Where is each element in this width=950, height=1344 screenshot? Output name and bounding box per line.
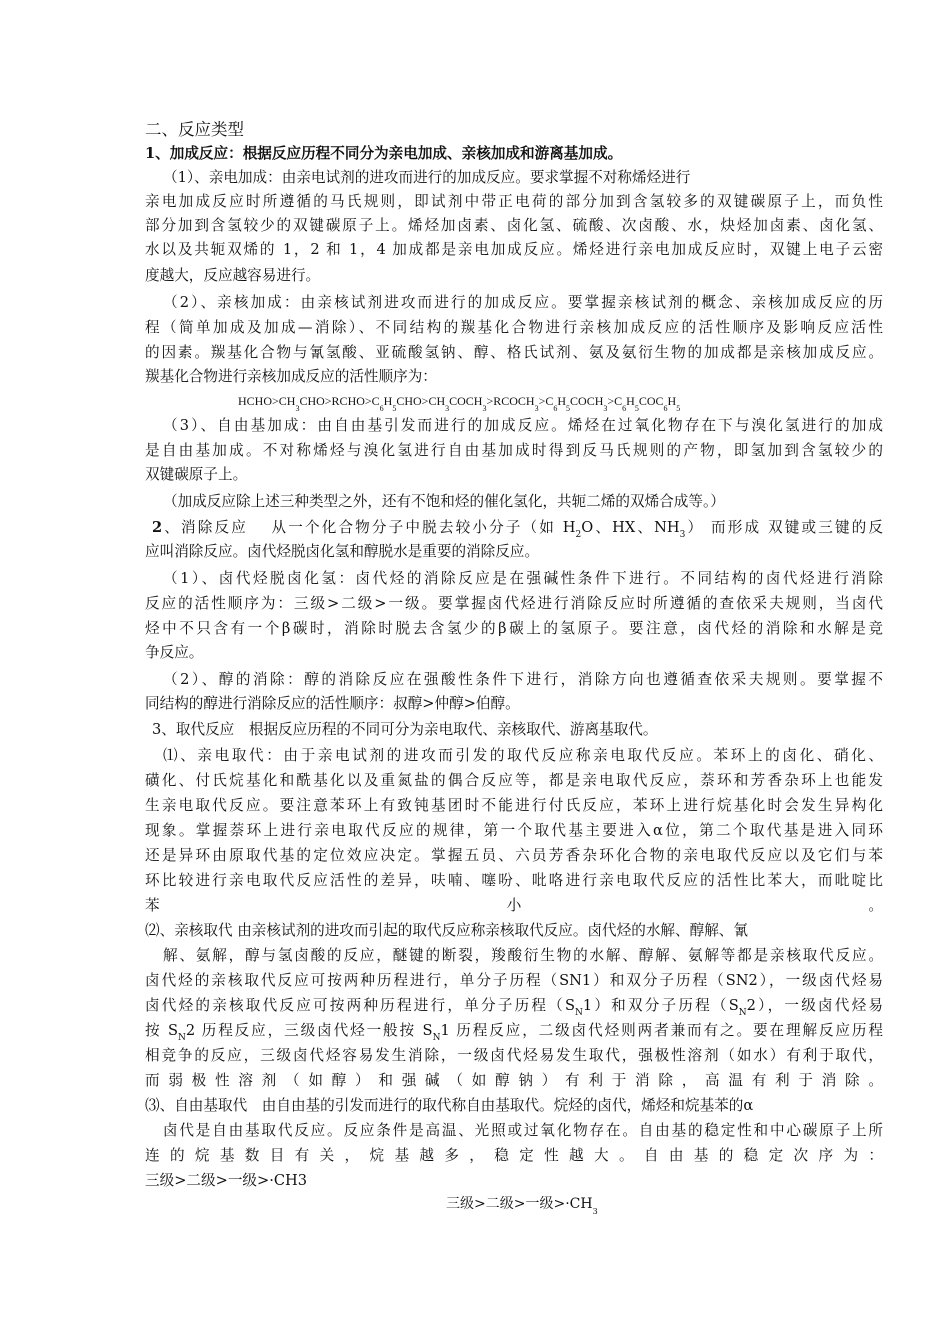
text-line: 度越大，反应越容易进行。	[145, 267, 321, 284]
text-line: 双键碳原子上。	[145, 466, 248, 483]
para-nucleophilic-substitution: 解、氨解，醇与氢卤酸的反应，醚键的断裂，羧酸衍生物的水解、醇解、氨解等都是亲核取代反应。	[163, 947, 883, 964]
text-line: 羰基化合物进行亲核加成反应的活性顺序为：	[145, 368, 437, 385]
text-line: 生亲电取代反应。要注意苯环上有致钝基团时不能进行付氏反应，苯环上进行烷基化时会发生异构化	[145, 797, 883, 814]
text-line: 部分加到含氢较少的双键碳原子上。烯烃加卤素、卤化氢、硫酸、次卤酸、水，炔烃加卤素、卤化氢、	[145, 217, 883, 234]
text-line: ⑵、亲核取代 由亲核试剂的进攻而引起的取代反应称亲核取代反应。卤代烃的水解、醇解、氰	[145, 922, 748, 939]
section-title: 二、反应类型	[145, 120, 244, 139]
para-haloalkane-elimination: （1）、卤代烃脱卤化氢：卤代烃的消除反应是在强碱性条件下进行。不同结构的卤代烃进行消除	[163, 570, 883, 587]
text-line: 三级>二级>一级>·CH3	[145, 1172, 308, 1189]
sn-line-2: 按 $S_N2$ 历程反应，三级卤代烃一般按 $S_N1$ 历程反应，二级卤代烃则两者兼而有之。要在理解反应历程	[145, 1022, 883, 1043]
para-electrophilic-addition: （1）、亲电加成：由亲电试剂的进攻而进行的加成反应。要求掌握不对称烯烃进行	[163, 169, 691, 186]
para-addition-note: （加成反应除上述三种类型之外，还有不饱和烃的催化氢化，共轭二烯的双烯合成等。）	[163, 493, 725, 510]
text-line: 应叫消除反应。卤代烃脱卤化氢和醇脱水是重要的消除反应。	[145, 543, 540, 560]
text-line: 争反应。	[145, 644, 204, 661]
text-line: 环比较进行亲电取代反应活性的差异，呋喃、噻吩、吡咯进行亲电取代反应的活性比苯大，而吡啶比	[145, 872, 883, 889]
heading-substitution: 3、取代反应 根据反应历程的不同可分为亲电取代、亲核取代、游离基取代。	[152, 721, 658, 738]
text-line: 相竞争的反应，三级卤代烃容易发生消除，一级卤代烃易发生取代，强极性溶剂（如水）有利于取代，	[145, 1047, 883, 1064]
text-line: 磺化、付氏烷基化和酰基化以及重氮盐的偶合反应等，都是亲电取代反应，萘环和芳香杂环上也能发	[145, 772, 883, 789]
text-line: 还是异环由原取代基的定位效应决定。掌握五员、六员芳香杂环化合物的亲电取代反应以及它们与苯	[145, 847, 883, 864]
formula-carbonyl-activity: $HCHO>CH_3CHO>RCHO>C_6H_5CHO>CH_3COCH_3>RCOCH_3>C_6H_5COCH_3>C_6H_5COC_6H_5$	[238, 394, 681, 413]
text-line: ⑶、自由基取代 由自由基的引发而进行的取代称自由基取代。烷烃的卤代，烯烃和烷基苯的α	[145, 1097, 754, 1114]
text-line: 的因素。羰基化合物与氰氢酸、亚硫酸氢钠、醇、格氏试剂、氨及氨衍生物的加成都是亲核加成反应。	[145, 344, 883, 361]
text-line: 同结构的醇进行消除反应的活性顺序：叔醇>仲醇>伯醇。	[145, 695, 520, 712]
text-line: 卤代烃的亲核取代反应可按两种历程进行，单分子历程（SN1）和双分子历程（SN2），一级卤代烃易	[145, 972, 883, 989]
text-line: 苯小。	[145, 897, 883, 914]
formula-radical-stability: 三级>二级>一级$>\cdot CH_3$	[446, 1196, 598, 1216]
heading-addition: 1、加成反应：根据反应历程不同分为亲电加成、亲核加成和游离基加成。	[145, 145, 623, 162]
heading-elimination: 2、消除反应 从一个化合物分子中脱去较小分子（如 $H_2O$、HX、$NH_3$） 而形成 双键或三键的反	[152, 519, 884, 540]
text-line: 程（简单加成及加成—消除）、不同结构的羰基化合物进行亲核加成反应的活性顺序及影响反应活性	[145, 319, 883, 336]
text-line: 水以及共轭双烯的 1，2 和 1，4 加成都是亲电加成反应。烯烃进行亲电加成反应时，双键上电子云密	[145, 241, 883, 258]
text-line: 现象。掌握萘环上进行亲电取代反应的规律，第一个取代基主要进入α位，第二个取代基是进入同环	[145, 822, 883, 839]
para-radical-substitution: 卤代是自由基取代反应。反应条件是高温、光照或过氧化物存在。自由基的稳定性和中心碳原子上所	[163, 1122, 883, 1139]
text-line: 而弱极性溶剂（如醇）和强碱（如醇钠）有利于消除，高温有利于消除。	[145, 1072, 883, 1089]
para-radical-addition: （3）、自由基加成：由自由基引发而进行的加成反应。烯烃在过氧化物存在下与溴化氢进行的加成	[163, 417, 883, 434]
sn-line-1: 卤代烃的亲核取代反应可按两种历程进行，单分子历程$(S_N1)$和双分子历程$(S_N2)$，一级卤代烃易	[145, 997, 883, 1018]
text-line: 烃中不只含有一个β碳时，消除时脱去含氢少的β碳上的氢原子。要注意，卤代烃的消除和水解是竞	[145, 620, 883, 637]
text-line: 反应的活性顺序为：三级>二级>一级。要掌握卤代烃进行消除反应时所遵循的查依采夫规则，当卤代	[145, 595, 883, 612]
para-alcohol-elimination: （2）、醇的消除：醇的消除反应在强酸性条件下进行，消除方向也遵循查依采夫规则。要掌握不	[163, 671, 883, 688]
para-nucleophilic-addition: （2）、亲核加成：由亲核试剂进攻而进行的加成反应。要掌握亲核试剂的概念、亲核加成反应的历	[163, 294, 883, 311]
text-line: 连的烷基数目有关，烷基越多，稳定性越大。自由基的稳定次序为：	[145, 1147, 883, 1164]
text-line: 是自由基加成。不对称烯烃与溴化氢进行自由基加成时得到反马氏规则的产物，即氢加到含氢较少的	[145, 442, 883, 459]
para-electrophilic-substitution: ⑴、亲电取代：由于亲电试剂的进攻而引发的取代反应称亲电取代反应。苯环上的卤化、硝化、	[163, 747, 883, 764]
text-line: 亲电加成反应时所遵循的马氏规则，即试剂中带正电荷的部分加到含氢较多的双键碳原子上，而负性	[145, 193, 883, 210]
